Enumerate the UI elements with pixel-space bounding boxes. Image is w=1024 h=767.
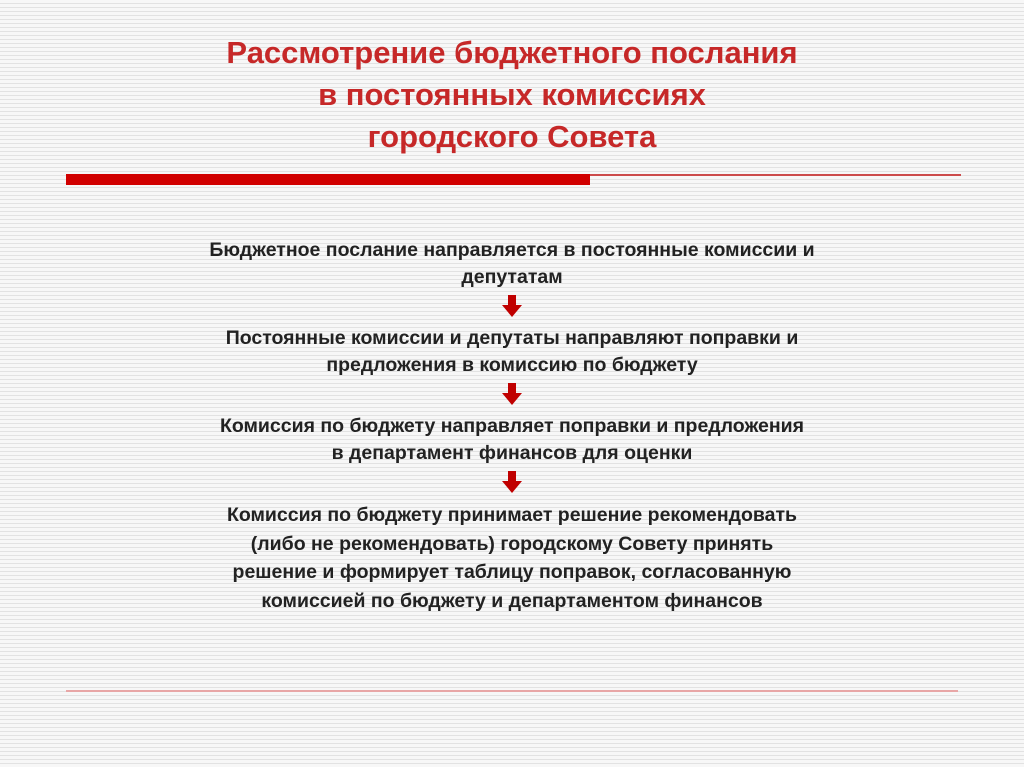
title-underline-thin [590,174,961,176]
process-flow [62,237,962,615]
step-3-line-2: в департамент финансов для оценки [331,442,693,464]
step-1-line-2: депутатам [461,266,563,288]
down-arrow-icon [502,471,522,493]
step-2-line-2: предложения в комиссию по бюджету [326,354,698,376]
footer-divider [66,690,958,692]
flow-step-3 [62,413,962,467]
step-1-line-1: Бюджетное послание направляется в постоянные комиссии и [209,239,815,261]
flow-step-1 [62,237,962,291]
step-2-line-1: Постоянные комиссии и депутаты направляют поправки и [225,327,799,349]
down-arrow-icon [502,295,522,317]
step-4-line-1: Комиссия по бюджету принимает решение рекомендовать [226,504,798,526]
step-4-line-3: решение и формирует таблицу поправок, согласованную [232,561,792,583]
title-line-2: в постоянных комиссиях [318,77,706,112]
step-3-line-1: Комиссия по бюджету направляет поправки и предложения [219,415,805,437]
title-line-3: городского Совета [367,119,657,154]
slide-title [62,32,962,158]
title-line-1: Рассмотрение бюджетного послания [226,35,798,70]
title-underline-thick [66,174,590,185]
flow-step-4 [62,501,962,615]
step-4-line-2: (либо не рекомендовать) городскому Совету принять [250,532,774,555]
flow-step-2 [62,325,962,379]
step-4-line-4: комиссией по бюджету и департаментом финансов [261,589,763,612]
down-arrow-icon [502,383,522,405]
